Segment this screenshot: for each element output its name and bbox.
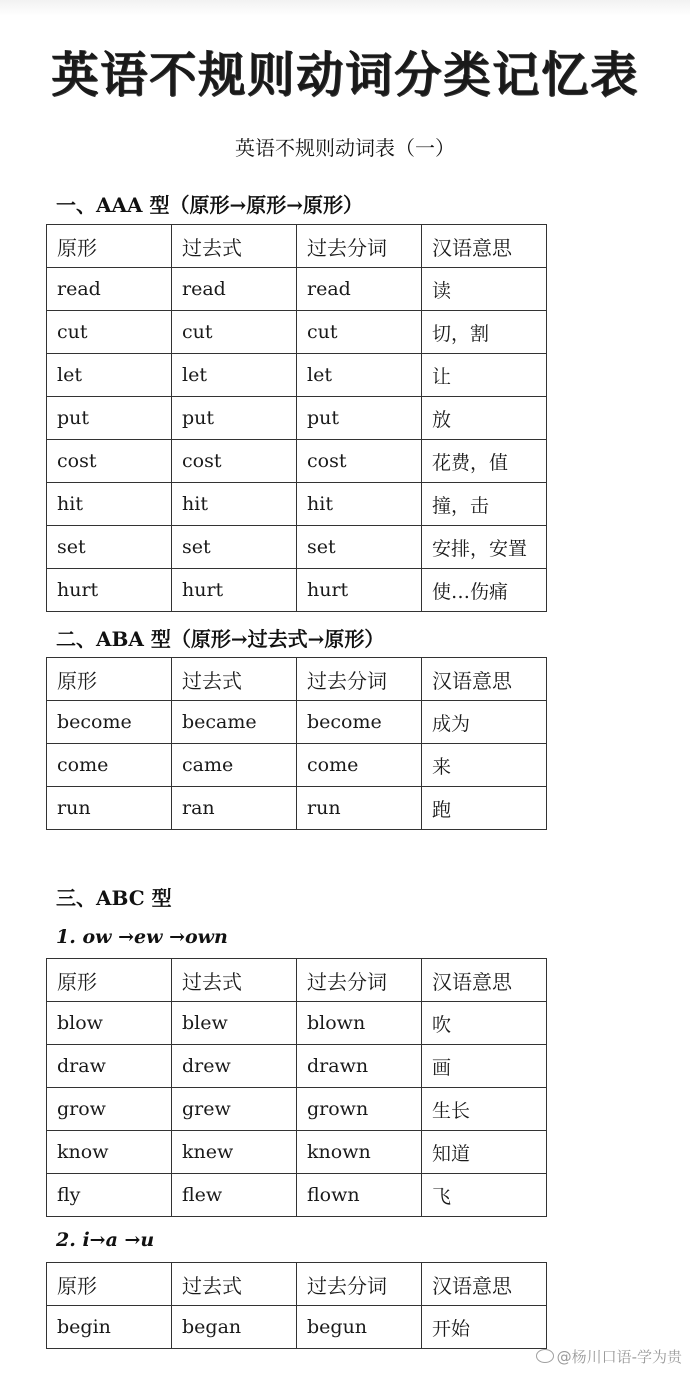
top-band [0, 0, 690, 16]
cell-meaning: 读 [422, 268, 547, 311]
cell-past: came [172, 744, 297, 787]
cell-base: hit [47, 483, 172, 526]
cell-past: read [172, 268, 297, 311]
cell-past: became [172, 701, 297, 744]
column-header-participle: 过去分词 [297, 658, 422, 701]
cell-meaning: 使…伤痛 [422, 569, 547, 612]
column-header-base: 原形 [47, 1263, 172, 1306]
table-row [47, 744, 547, 787]
section-heading-aaa: 一、AAA 型（原形→原形→原形） [56, 193, 364, 217]
cell-meaning: 开始 [422, 1306, 547, 1349]
cell-participle: blown [297, 1002, 422, 1045]
cell-meaning: 画 [422, 1045, 547, 1088]
cell-participle: read [297, 268, 422, 311]
cell-past: hit [172, 483, 297, 526]
column-header-participle: 过去分词 [297, 1263, 422, 1306]
table-abc-iau [46, 1262, 547, 1349]
column-header-base: 原形 [47, 959, 172, 1002]
column-header-base: 原形 [47, 658, 172, 701]
column-header-base: 原形 [47, 225, 172, 268]
table-row [47, 1088, 547, 1131]
cell-meaning: 撞，击 [422, 483, 547, 526]
cell-meaning: 切，割 [422, 311, 547, 354]
cell-participle: hurt [297, 569, 422, 612]
cell-base: read [47, 268, 172, 311]
table-row [47, 311, 547, 354]
table-row [47, 268, 547, 311]
cell-participle: cost [297, 440, 422, 483]
section-heading-abc: 三、ABC 型 [56, 886, 172, 910]
cell-past: set [172, 526, 297, 569]
cell-past: cost [172, 440, 297, 483]
table-row [47, 483, 547, 526]
table-header-row [47, 959, 547, 1002]
column-header-meaning: 汉语意思 [422, 658, 547, 701]
column-header-meaning: 汉语意思 [422, 225, 547, 268]
cell-base: grow [47, 1088, 172, 1131]
cell-meaning: 让 [422, 354, 547, 397]
cell-past: flew [172, 1174, 297, 1217]
cell-meaning: 生长 [422, 1088, 547, 1131]
cell-base: know [47, 1131, 172, 1174]
table-row [47, 1174, 547, 1217]
page-title: 英语不规则动词分类记忆表 [50, 47, 640, 103]
cell-base: put [47, 397, 172, 440]
cell-participle: let [297, 354, 422, 397]
cell-meaning: 来 [422, 744, 547, 787]
table-row [47, 1131, 547, 1174]
cell-base: set [47, 526, 172, 569]
page-subtitle: 英语不规则动词表（一） [235, 136, 455, 160]
cell-base: draw [47, 1045, 172, 1088]
cell-past: began [172, 1306, 297, 1349]
cell-base: become [47, 701, 172, 744]
column-header-past: 过去式 [172, 225, 297, 268]
column-header-past: 过去式 [172, 1263, 297, 1306]
weibo-icon [536, 1349, 554, 1363]
pattern-heading-i-a-u: 2. i→a →u [56, 1229, 155, 1251]
cell-past: cut [172, 311, 297, 354]
cell-past: knew [172, 1131, 297, 1174]
cell-past: put [172, 397, 297, 440]
table-row [47, 569, 547, 612]
table-aba [46, 657, 547, 830]
cell-base: come [47, 744, 172, 787]
table-row [47, 440, 547, 483]
cell-participle: known [297, 1131, 422, 1174]
cell-participle: grown [297, 1088, 422, 1131]
table-header-row [47, 658, 547, 701]
table-abc-ow [46, 958, 547, 1217]
cell-base: cost [47, 440, 172, 483]
cell-participle: run [297, 787, 422, 830]
table-row [47, 1002, 547, 1045]
cell-meaning: 安排，安置 [422, 526, 547, 569]
cell-meaning: 成为 [422, 701, 547, 744]
cell-meaning: 花费，值 [422, 440, 547, 483]
cell-base: cut [47, 311, 172, 354]
cell-base: fly [47, 1174, 172, 1217]
watermark [536, 1346, 682, 1367]
cell-meaning: 吹 [422, 1002, 547, 1045]
column-header-past: 过去式 [172, 959, 297, 1002]
cell-past: let [172, 354, 297, 397]
cell-past: blew [172, 1002, 297, 1045]
cell-participle: cut [297, 311, 422, 354]
cell-participle: put [297, 397, 422, 440]
table-row [47, 1045, 547, 1088]
column-header-meaning: 汉语意思 [422, 1263, 547, 1306]
table-header-row [47, 225, 547, 268]
cell-participle: begun [297, 1306, 422, 1349]
cell-participle: drawn [297, 1045, 422, 1088]
cell-meaning: 知道 [422, 1131, 547, 1174]
table-aaa [46, 224, 547, 612]
table-row [47, 1306, 547, 1349]
cell-past: grew [172, 1088, 297, 1131]
cell-participle: become [297, 701, 422, 744]
column-header-participle: 过去分词 [297, 225, 422, 268]
cell-participle: come [297, 744, 422, 787]
cell-participle: set [297, 526, 422, 569]
column-header-past: 过去式 [172, 658, 297, 701]
cell-base: blow [47, 1002, 172, 1045]
pattern-heading-ow-ew-own: 1. ow →ew →own [56, 926, 228, 948]
watermark-text: @杨川口语-学为贵 [556, 1348, 682, 1366]
cell-meaning: 飞 [422, 1174, 547, 1217]
cell-base: run [47, 787, 172, 830]
cell-participle: flown [297, 1174, 422, 1217]
cell-meaning: 放 [422, 397, 547, 440]
cell-base: hurt [47, 569, 172, 612]
table-header-row [47, 1263, 547, 1306]
table-row [47, 701, 547, 744]
table-row [47, 397, 547, 440]
table-row [47, 787, 547, 830]
cell-past: hurt [172, 569, 297, 612]
cell-meaning: 跑 [422, 787, 547, 830]
column-header-participle: 过去分词 [297, 959, 422, 1002]
cell-base: let [47, 354, 172, 397]
cell-participle: hit [297, 483, 422, 526]
cell-base: begin [47, 1306, 172, 1349]
column-header-meaning: 汉语意思 [422, 959, 547, 1002]
cell-past: ran [172, 787, 297, 830]
cell-past: drew [172, 1045, 297, 1088]
table-row [47, 354, 547, 397]
table-row [47, 526, 547, 569]
section-heading-aba: 二、ABA 型（原形→过去式→原形） [56, 627, 385, 651]
